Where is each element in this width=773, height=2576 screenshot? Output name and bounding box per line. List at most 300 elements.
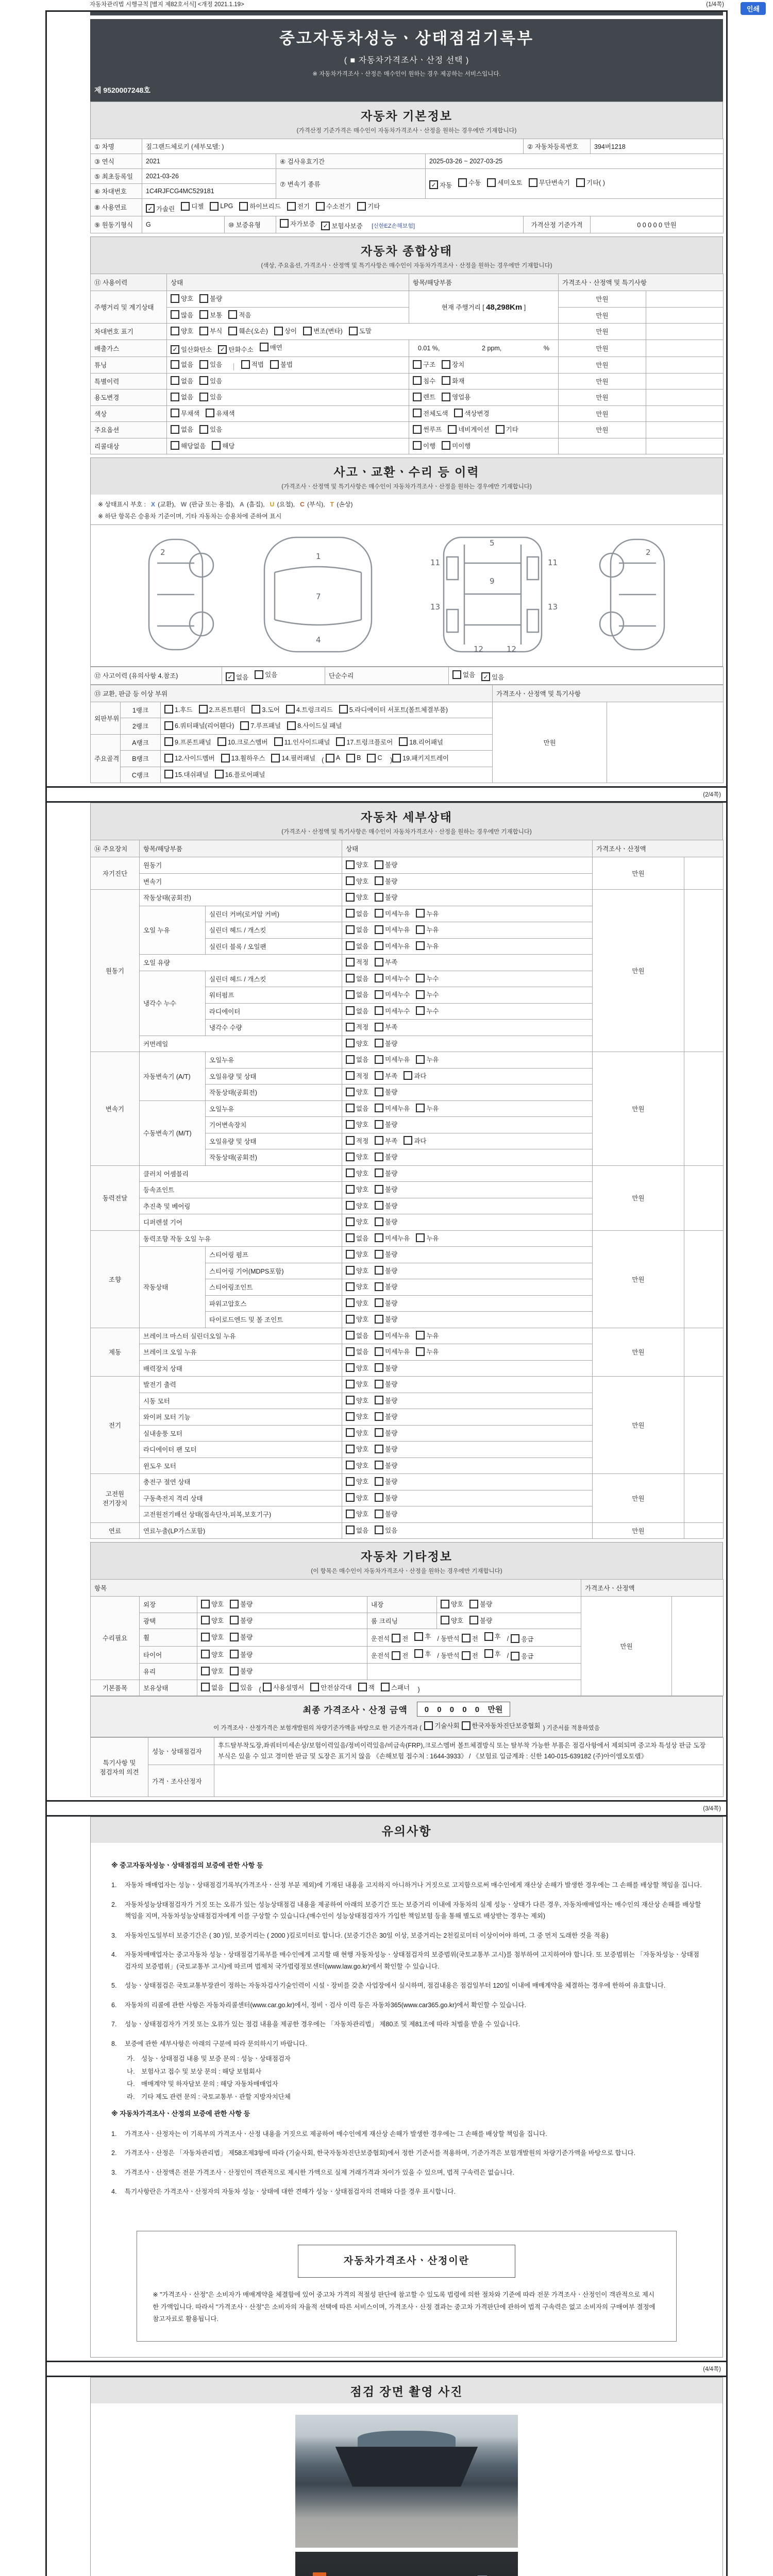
print-button[interactable]: 인쇄	[741, 2, 766, 15]
checkbox-option[interactable]	[230, 1616, 253, 1625]
checkbox-option[interactable]	[230, 1666, 253, 1675]
checkbox-icon[interactable]	[199, 376, 208, 385]
checkbox-icon[interactable]	[199, 425, 208, 434]
checkbox-icon[interactable]	[164, 770, 173, 778]
checkbox-option[interactable]	[346, 957, 368, 967]
checkbox-icon[interactable]	[346, 754, 355, 762]
checkbox-icon[interactable]	[260, 343, 268, 351]
checkbox-option[interactable]	[375, 1168, 397, 1178]
checkbox-icon[interactable]	[346, 909, 355, 918]
checkbox-icon[interactable]	[346, 1233, 355, 1242]
checkbox-option[interactable]	[171, 409, 199, 418]
checkbox-icon[interactable]	[346, 1396, 355, 1404]
checkbox-option[interactable]	[346, 1444, 368, 1453]
checkbox-option[interactable]	[442, 392, 470, 401]
checkbox-icon[interactable]	[346, 1412, 355, 1421]
checkbox-option[interactable]	[171, 425, 193, 434]
checkbox-icon[interactable]	[336, 737, 345, 746]
checkbox-option[interactable]	[437, 1634, 478, 1643]
checkbox-icon[interactable]	[316, 202, 325, 211]
checkbox-icon[interactable]	[375, 860, 383, 869]
checkbox-option[interactable]	[199, 376, 222, 385]
checkbox-option[interactable]	[346, 909, 368, 918]
checkbox-option[interactable]	[271, 753, 315, 762]
checkbox-option[interactable]	[201, 1666, 224, 1675]
checkbox-icon[interactable]	[375, 1445, 383, 1453]
checkbox-option[interactable]	[375, 1363, 397, 1372]
checkbox-icon[interactable]	[346, 876, 355, 885]
checkbox-icon[interactable]	[346, 1266, 355, 1275]
checkbox-icon[interactable]	[375, 1282, 383, 1291]
checkbox-icon[interactable]	[375, 1006, 383, 1015]
checkbox-icon[interactable]	[375, 1510, 383, 1518]
checkbox-icon[interactable]	[416, 1233, 425, 1242]
checkbox-option[interactable]	[413, 376, 435, 385]
checkbox-icon[interactable]	[199, 310, 208, 319]
checkbox-option[interactable]	[230, 1599, 253, 1608]
checkbox-icon[interactable]	[346, 1363, 355, 1372]
checkbox-icon[interactable]	[287, 721, 296, 730]
checkbox-option[interactable]	[346, 1022, 368, 1031]
checkbox-option[interactable]	[346, 754, 361, 762]
checkbox-icon[interactable]	[375, 1477, 383, 1486]
checkbox-option[interactable]	[336, 737, 393, 747]
checkbox-icon[interactable]	[416, 941, 425, 950]
checkbox-option[interactable]	[346, 1120, 368, 1129]
checkbox-icon[interactable]	[171, 327, 179, 335]
checkbox-option[interactable]	[413, 409, 448, 418]
checkbox-option[interactable]	[416, 1233, 439, 1243]
checkbox-option[interactable]	[346, 876, 368, 886]
checkbox-option[interactable]	[212, 441, 234, 450]
checkbox-option[interactable]	[201, 1683, 224, 1692]
checkbox-icon[interactable]	[255, 670, 263, 679]
checkbox-option[interactable]	[346, 1217, 368, 1226]
checkbox-option[interactable]	[218, 345, 253, 354]
checkbox-option[interactable]	[346, 1039, 368, 1048]
checkbox-icon[interactable]	[303, 327, 312, 335]
checkbox-icon[interactable]	[375, 958, 383, 967]
checkbox-icon[interactable]	[413, 360, 422, 369]
checkbox-icon[interactable]	[529, 178, 537, 187]
checkbox-option[interactable]	[469, 1599, 492, 1608]
checkbox-icon[interactable]	[375, 974, 383, 982]
checkbox-icon[interactable]	[487, 178, 496, 187]
checkbox-icon[interactable]	[346, 1104, 355, 1112]
checkbox-option[interactable]	[274, 737, 330, 747]
checkbox-icon[interactable]	[375, 990, 383, 999]
checkbox-option[interactable]	[346, 1509, 368, 1518]
checkbox-icon[interactable]	[346, 1331, 355, 1340]
checkbox-icon[interactable]	[375, 893, 383, 902]
checkbox-icon[interactable]	[286, 705, 295, 714]
checkbox-icon[interactable]	[346, 1510, 355, 1518]
checkbox-icon[interactable]: ✓	[481, 672, 490, 681]
checkbox-option[interactable]	[346, 1428, 368, 1437]
checkbox-option[interactable]	[375, 990, 410, 999]
checkbox-option[interactable]	[199, 326, 222, 335]
checkbox-option[interactable]	[416, 1331, 439, 1340]
checkbox-option[interactable]	[206, 409, 234, 418]
checkbox-option[interactable]	[481, 672, 504, 682]
checkbox-icon[interactable]	[346, 1136, 355, 1145]
checkbox-icon[interactable]	[346, 1347, 355, 1356]
checkbox-option[interactable]	[346, 974, 368, 983]
checkbox-icon[interactable]	[346, 1298, 355, 1307]
checkbox-option[interactable]	[346, 1477, 368, 1486]
checkbox-option[interactable]	[375, 1298, 397, 1308]
checkbox-option[interactable]	[454, 409, 489, 418]
checkbox-option[interactable]	[339, 705, 448, 714]
checkbox-icon[interactable]	[349, 327, 358, 335]
checkbox-icon[interactable]	[416, 1331, 425, 1340]
checkbox-icon[interactable]	[392, 1651, 400, 1660]
checkbox-icon[interactable]	[346, 1185, 355, 1194]
checkbox-icon[interactable]	[375, 876, 383, 885]
checkbox-icon[interactable]	[375, 1217, 383, 1226]
checkbox-option[interactable]	[375, 1461, 397, 1470]
checkbox-icon[interactable]	[206, 409, 214, 417]
checkbox-icon[interactable]	[375, 941, 383, 950]
checkbox-icon[interactable]	[346, 1428, 355, 1437]
checkbox-icon[interactable]	[375, 1428, 383, 1437]
checkbox-icon[interactable]	[462, 1634, 470, 1642]
checkbox-icon[interactable]	[462, 1721, 470, 1730]
checkbox-icon[interactable]	[346, 1071, 355, 1080]
checkbox-icon[interactable]	[442, 376, 450, 385]
checkbox-option[interactable]	[346, 1314, 368, 1324]
checkbox-icon[interactable]	[346, 1493, 355, 1502]
checkbox-icon[interactable]	[346, 1282, 355, 1291]
checkbox-option[interactable]	[416, 909, 439, 918]
checkbox-option[interactable]	[239, 201, 280, 211]
checkbox-option[interactable]	[199, 310, 222, 319]
checkbox-icon[interactable]	[230, 1683, 239, 1691]
checkbox-icon[interactable]	[441, 1616, 449, 1624]
checkbox-icon[interactable]	[346, 958, 355, 967]
checkbox-option[interactable]	[413, 441, 435, 450]
checkbox-option[interactable]	[171, 310, 193, 319]
checkbox-option[interactable]	[375, 1526, 397, 1535]
checkbox-icon[interactable]	[346, 893, 355, 902]
checkbox-icon[interactable]	[375, 1331, 383, 1340]
checkbox-icon[interactable]	[230, 1650, 239, 1658]
checkbox-option[interactable]	[171, 376, 193, 385]
checkbox-option[interactable]	[346, 1526, 368, 1535]
checkbox-icon[interactable]	[201, 1683, 210, 1691]
checkbox-icon[interactable]	[263, 1683, 272, 1691]
checkbox-option[interactable]	[346, 1233, 368, 1243]
checkbox-icon[interactable]	[462, 1651, 470, 1660]
checkbox-icon[interactable]	[171, 310, 179, 319]
checkbox-icon[interactable]	[346, 925, 355, 934]
checkbox-option[interactable]	[496, 425, 518, 434]
checkbox-option[interactable]	[346, 1461, 368, 1470]
checkbox-icon[interactable]	[201, 1650, 210, 1658]
checkbox-option[interactable]	[181, 201, 204, 211]
checkbox-option[interactable]	[442, 360, 464, 369]
checkbox-icon[interactable]	[381, 1683, 390, 1691]
checkbox-option[interactable]	[164, 721, 234, 730]
checkbox-option[interactable]	[441, 1616, 463, 1625]
checkbox-option[interactable]	[375, 876, 397, 886]
checkbox-icon[interactable]	[164, 754, 173, 762]
checkbox-icon[interactable]	[375, 1120, 383, 1129]
checkbox-option[interactable]	[346, 860, 368, 869]
checkbox-icon[interactable]	[416, 974, 425, 982]
checkbox-icon[interactable]	[392, 754, 401, 762]
checkbox-option[interactable]	[375, 1039, 397, 1048]
checkbox-option[interactable]	[251, 705, 280, 714]
checkbox-icon[interactable]	[230, 1633, 239, 1641]
checkbox-icon[interactable]	[346, 1023, 355, 1031]
checkbox-option[interactable]	[529, 178, 570, 187]
checkbox-icon[interactable]	[375, 1233, 383, 1242]
checkbox-option[interactable]	[375, 1233, 410, 1243]
checkbox-icon[interactable]	[375, 1380, 383, 1388]
checkbox-option[interactable]	[375, 1347, 410, 1356]
checkbox-option[interactable]	[375, 1006, 410, 1015]
checkbox-option[interactable]	[375, 925, 410, 934]
checkbox-icon[interactable]	[416, 925, 425, 934]
checkbox-icon[interactable]	[375, 1088, 383, 1096]
checkbox-icon[interactable]: ✓	[321, 222, 330, 230]
checkbox-option[interactable]	[346, 1266, 368, 1275]
checkbox-option[interactable]	[442, 441, 470, 450]
checkbox-icon[interactable]	[164, 721, 173, 730]
checkbox-icon[interactable]	[201, 1600, 210, 1608]
checkbox-option[interactable]	[316, 201, 351, 211]
checkbox-icon[interactable]	[416, 909, 425, 918]
checkbox-icon[interactable]	[201, 1633, 210, 1641]
checkbox-icon[interactable]	[416, 1055, 425, 1064]
checkbox-icon[interactable]	[346, 990, 355, 999]
checkbox-icon[interactable]	[228, 327, 237, 335]
checkbox-icon[interactable]	[287, 202, 296, 211]
checkbox-option[interactable]	[255, 670, 277, 679]
checkbox-icon[interactable]	[416, 1347, 425, 1356]
checkbox-option[interactable]	[274, 326, 297, 335]
checkbox-option[interactable]	[326, 754, 340, 762]
checkbox-option[interactable]	[346, 1379, 368, 1388]
checkbox-option[interactable]	[429, 180, 452, 190]
checkbox-option[interactable]	[487, 178, 522, 187]
checkbox-icon[interactable]	[404, 1071, 412, 1080]
checkbox-icon[interactable]	[346, 860, 355, 869]
checkbox-option[interactable]	[399, 737, 443, 747]
checkbox-option[interactable]	[346, 1184, 368, 1194]
checkbox-option[interactable]	[375, 1201, 397, 1210]
checkbox-icon[interactable]	[346, 1526, 355, 1534]
checkbox-icon[interactable]	[274, 327, 283, 335]
checkbox-option[interactable]	[413, 392, 435, 401]
checkbox-option[interactable]	[437, 1651, 478, 1660]
checkbox-icon[interactable]	[448, 425, 457, 434]
checkbox-icon[interactable]	[413, 376, 422, 385]
checkbox-icon[interactable]	[201, 1667, 210, 1675]
checkbox-option[interactable]	[416, 1055, 439, 1064]
checkbox-option[interactable]	[375, 1087, 397, 1096]
checkbox-option[interactable]	[287, 201, 310, 211]
checkbox-icon[interactable]	[171, 376, 179, 385]
checkbox-option[interactable]	[375, 1136, 397, 1145]
checkbox-option[interactable]	[346, 1006, 368, 1015]
checkbox-option[interactable]	[375, 1379, 397, 1388]
checkbox-option[interactable]	[346, 1298, 368, 1308]
checkbox-icon[interactable]	[375, 1185, 383, 1194]
checkbox-option[interactable]	[346, 1201, 368, 1210]
checkbox-option[interactable]	[416, 941, 439, 951]
checkbox-option[interactable]	[442, 376, 464, 385]
checkbox-option[interactable]	[280, 219, 315, 228]
checkbox-icon[interactable]	[346, 1217, 355, 1226]
checkbox-icon[interactable]	[240, 721, 249, 730]
checkbox-option[interactable]	[375, 1152, 397, 1161]
checkbox-option[interactable]	[371, 1651, 408, 1660]
checkbox-option[interactable]	[346, 1412, 368, 1421]
checkbox-icon[interactable]	[171, 360, 179, 369]
checkbox-icon[interactable]	[442, 393, 450, 401]
checkbox-option[interactable]	[164, 737, 211, 747]
checkbox-option[interactable]	[375, 1217, 397, 1226]
checkbox-icon[interactable]	[375, 909, 383, 918]
checkbox-option[interactable]	[371, 1634, 408, 1643]
checkbox-option[interactable]	[230, 1632, 253, 1641]
checkbox-option[interactable]	[484, 1632, 501, 1641]
checkbox-icon[interactable]: ✓	[218, 345, 227, 354]
checkbox-option[interactable]	[346, 925, 368, 934]
checkbox-option[interactable]	[226, 672, 248, 682]
checkbox-icon[interactable]	[171, 441, 179, 450]
checkbox-icon[interactable]	[346, 1120, 355, 1129]
checkbox-icon[interactable]	[221, 754, 230, 762]
checkbox-option[interactable]	[270, 360, 293, 369]
checkbox-option[interactable]	[416, 990, 439, 999]
checkbox-option[interactable]	[375, 1493, 397, 1502]
checkbox-option[interactable]	[217, 737, 268, 747]
checkbox-icon[interactable]	[346, 1250, 355, 1259]
checkbox-option[interactable]	[414, 1649, 431, 1658]
checkbox-icon[interactable]	[230, 1600, 239, 1608]
checkbox-option[interactable]	[228, 326, 268, 335]
checkbox-option[interactable]	[346, 1087, 368, 1096]
checkbox-icon[interactable]	[375, 1461, 383, 1469]
checkbox-icon[interactable]	[413, 393, 422, 401]
checkbox-icon[interactable]	[413, 441, 422, 450]
checkbox-option[interactable]	[458, 178, 481, 187]
checkbox-icon[interactable]	[346, 1055, 355, 1064]
checkbox-icon[interactable]	[469, 1616, 478, 1624]
checkbox-option[interactable]	[346, 1493, 368, 1502]
checkbox-option[interactable]	[413, 360, 435, 369]
checkbox-option[interactable]	[375, 1444, 397, 1453]
checkbox-icon[interactable]: ✓	[171, 345, 179, 354]
checkbox-option[interactable]	[375, 892, 397, 902]
checkbox-option[interactable]	[367, 754, 382, 762]
checkbox-icon[interactable]	[199, 705, 208, 714]
checkbox-option[interactable]	[357, 201, 380, 211]
checkbox-icon[interactable]	[346, 1039, 355, 1047]
checkbox-icon[interactable]	[199, 294, 208, 303]
checkbox-icon[interactable]	[346, 1201, 355, 1210]
checkbox-icon[interactable]: ✓	[146, 204, 155, 213]
checkbox-option[interactable]	[199, 425, 222, 434]
checkbox-icon[interactable]	[375, 1039, 383, 1047]
checkbox-option[interactable]	[171, 441, 206, 450]
checkbox-option[interactable]	[424, 1721, 459, 1730]
checkbox-option[interactable]	[416, 1347, 439, 1356]
checkbox-option[interactable]	[416, 974, 439, 983]
checkbox-icon[interactable]	[375, 1347, 383, 1356]
checkbox-icon[interactable]	[346, 1168, 355, 1177]
checkbox-option[interactable]	[375, 1477, 397, 1486]
checkbox-option[interactable]	[484, 1649, 501, 1658]
checkbox-option[interactable]	[349, 326, 372, 335]
checkbox-option[interactable]	[448, 425, 489, 434]
checkbox-option[interactable]	[201, 1650, 224, 1659]
checkbox-icon[interactable]	[375, 1298, 383, 1307]
checkbox-option[interactable]	[375, 909, 410, 918]
checkbox-icon[interactable]	[375, 1055, 383, 1064]
checkbox-icon[interactable]	[414, 1632, 423, 1641]
checkbox-icon[interactable]	[346, 1380, 355, 1388]
checkbox-icon[interactable]	[454, 409, 463, 417]
checkbox-icon[interactable]	[171, 294, 179, 303]
checkbox-icon[interactable]	[416, 990, 425, 999]
checkbox-icon[interactable]	[230, 1667, 239, 1675]
checkbox-icon[interactable]	[484, 1632, 493, 1641]
checkbox-option[interactable]	[452, 670, 475, 679]
checkbox-option[interactable]	[375, 1249, 397, 1259]
checkbox-option[interactable]	[346, 1396, 368, 1405]
checkbox-icon[interactable]	[375, 1201, 383, 1210]
checkbox-option[interactable]	[346, 1104, 368, 1113]
checkbox-option[interactable]	[346, 990, 368, 999]
checkbox-option[interactable]	[375, 1184, 397, 1194]
checkbox-option[interactable]	[375, 974, 410, 983]
checkbox-icon[interactable]	[413, 409, 422, 417]
checkbox-option[interactable]	[346, 1071, 368, 1080]
checkbox-option[interactable]	[358, 1683, 375, 1692]
checkbox-icon[interactable]	[199, 360, 208, 369]
checkbox-icon[interactable]	[375, 1396, 383, 1404]
checkbox-icon[interactable]	[511, 1634, 519, 1643]
checkbox-icon[interactable]	[346, 1461, 355, 1469]
checkbox-option[interactable]	[164, 770, 209, 779]
checkbox-option[interactable]	[346, 1249, 368, 1259]
checkbox-option[interactable]	[228, 310, 251, 319]
checkbox-icon[interactable]	[576, 178, 585, 187]
checkbox-icon[interactable]	[357, 202, 366, 211]
checkbox-icon[interactable]	[375, 1250, 383, 1259]
checkbox-option[interactable]	[171, 345, 212, 354]
checkbox-icon[interactable]: ✓	[226, 672, 234, 681]
checkbox-option[interactable]	[346, 1168, 368, 1178]
checkbox-option[interactable]	[375, 1104, 410, 1113]
checkbox-icon[interactable]	[346, 1153, 355, 1161]
checkbox-icon[interactable]	[210, 202, 219, 211]
checkbox-option[interactable]	[303, 326, 343, 335]
checkbox-icon[interactable]	[414, 1649, 423, 1658]
checkbox-option[interactable]	[346, 1136, 368, 1145]
checkbox-option[interactable]	[171, 392, 193, 401]
checkbox-option[interactable]	[404, 1071, 426, 1080]
checkbox-icon[interactable]	[212, 441, 221, 450]
checkbox-option[interactable]	[199, 294, 222, 303]
checkbox-option[interactable]	[346, 1347, 368, 1356]
checkbox-icon[interactable]	[496, 425, 505, 434]
checkbox-icon[interactable]	[171, 393, 179, 401]
